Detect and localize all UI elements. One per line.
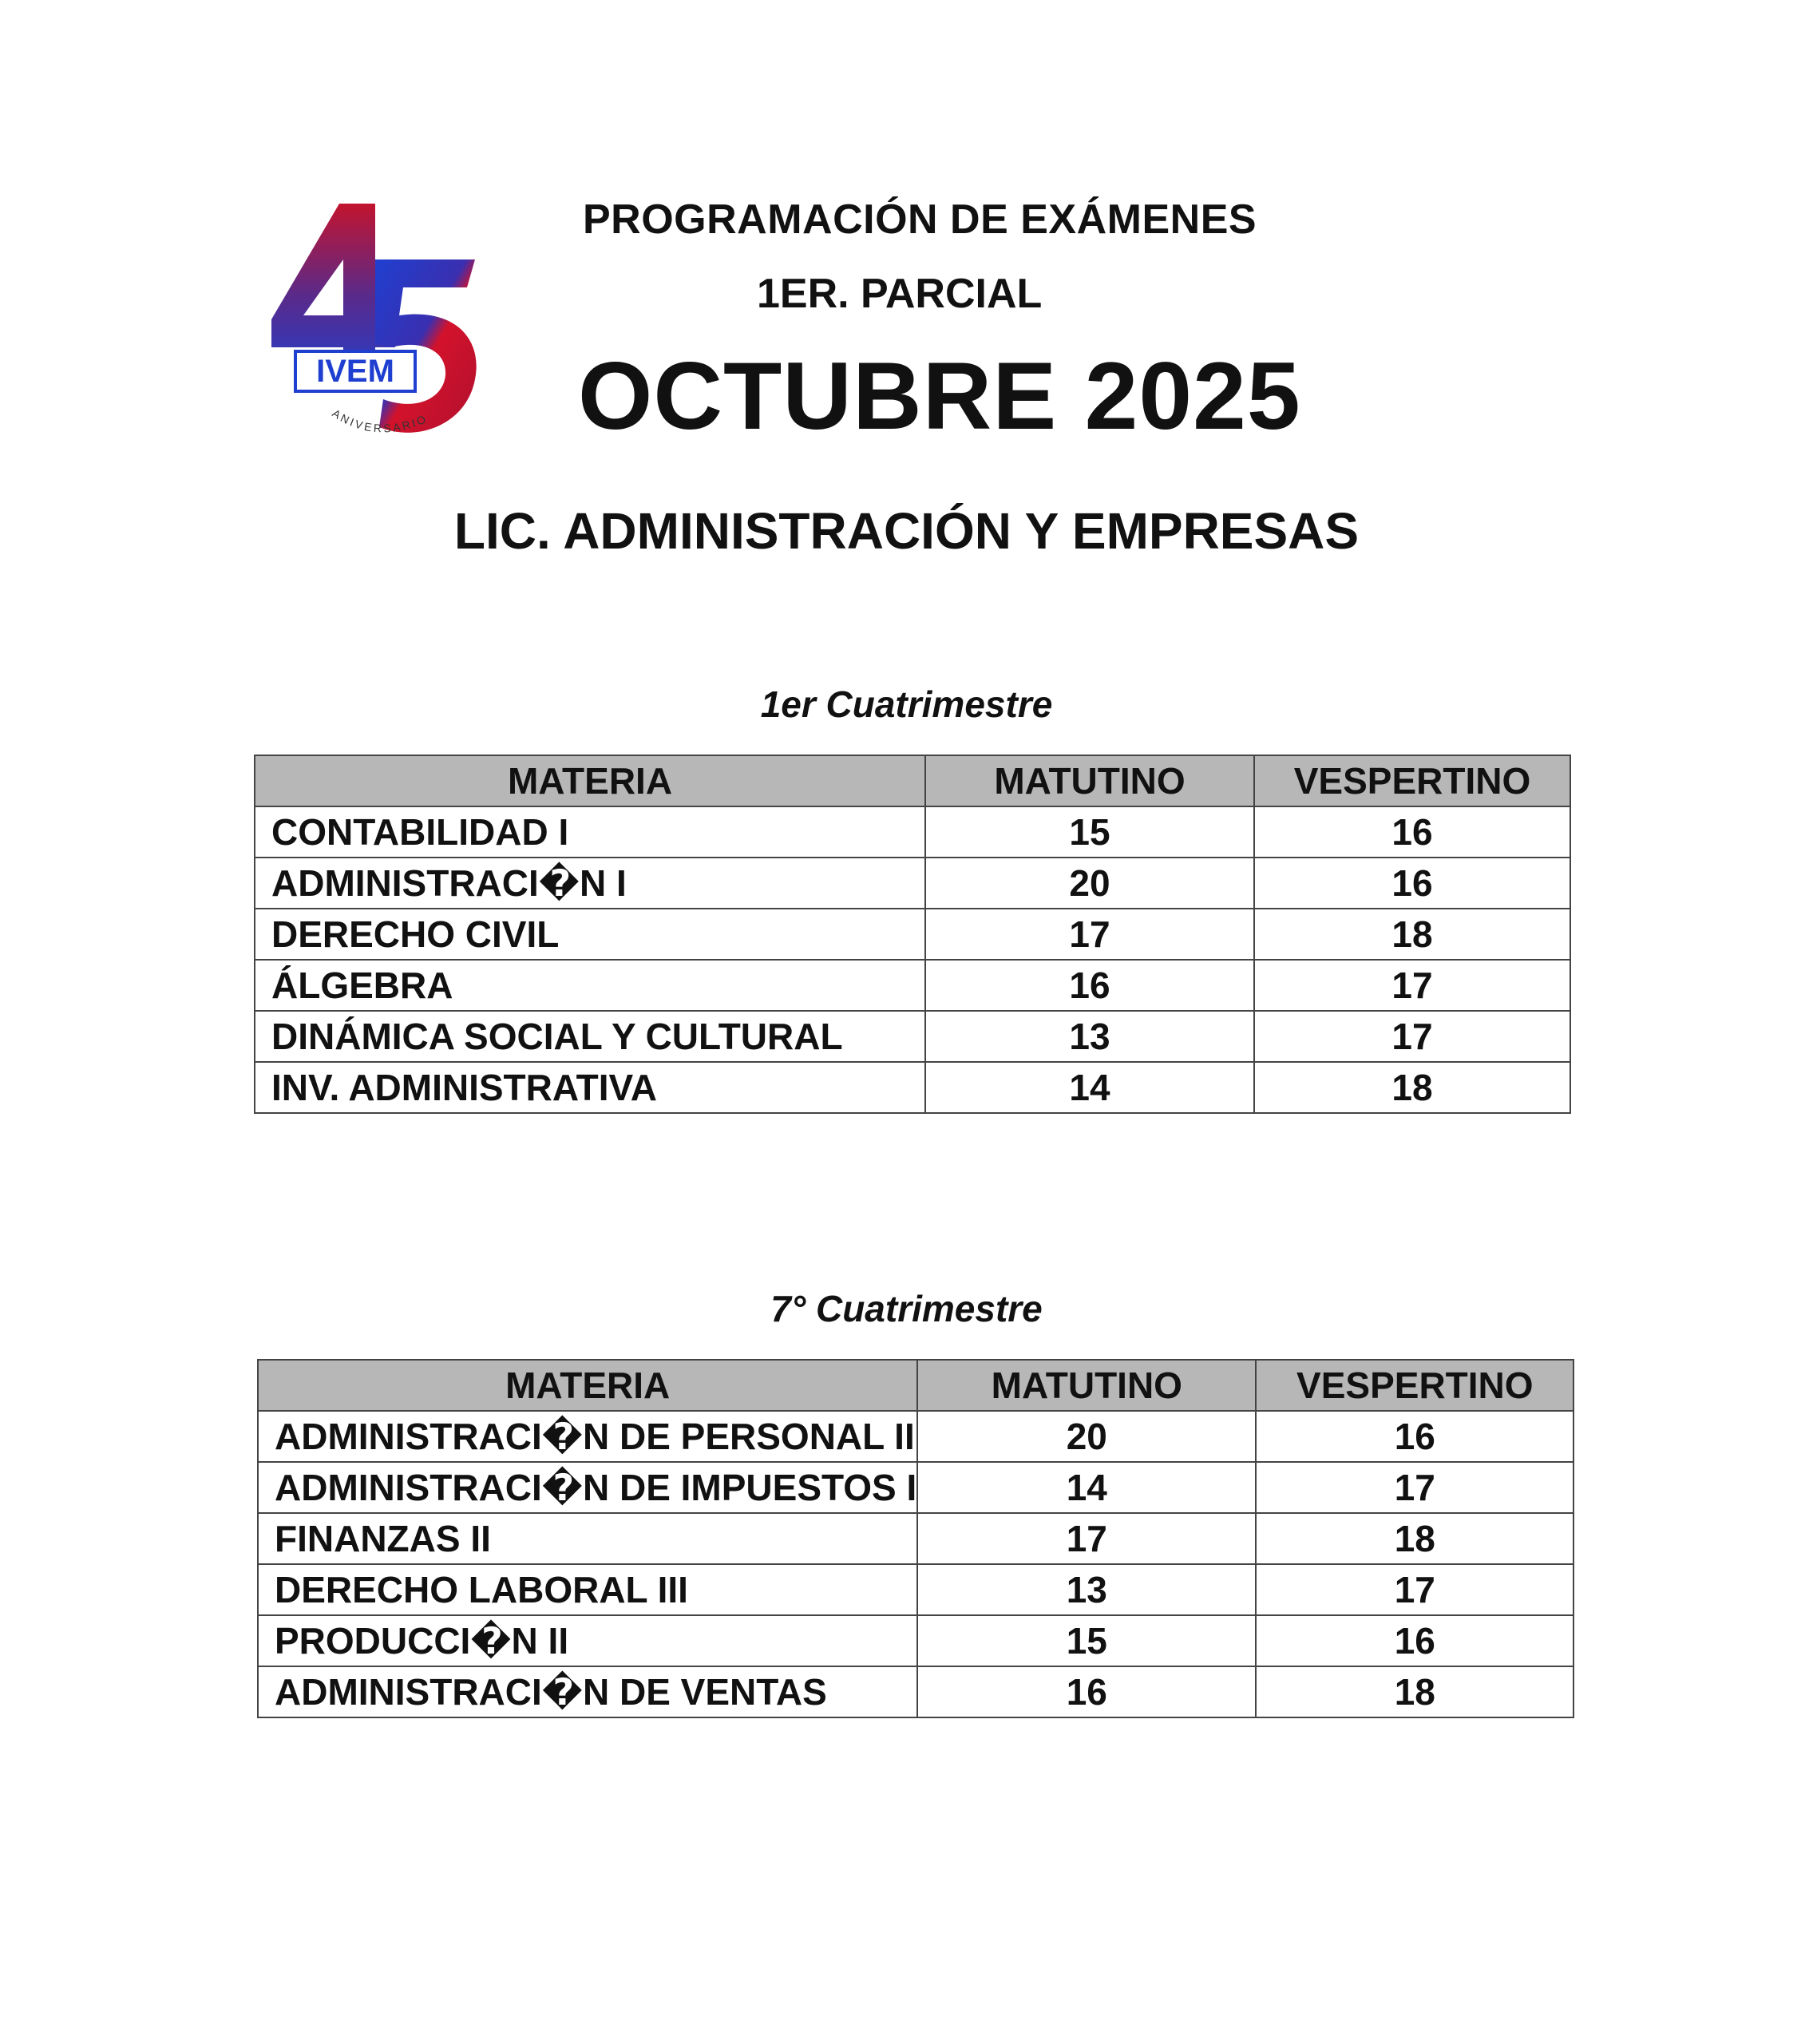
evening-cell: 18 bbox=[1254, 1062, 1570, 1113]
column-header-materia: MATERIA bbox=[255, 755, 925, 806]
subject-cell: FINANZAS II bbox=[258, 1513, 917, 1564]
subject-cell: DERECHO LABORAL III bbox=[258, 1564, 917, 1615]
morning-cell: 14 bbox=[925, 1062, 1254, 1113]
morning-cell: 16 bbox=[925, 960, 1254, 1011]
subject-cell: ADMINISTRACI�N DE VENTAS bbox=[258, 1666, 917, 1717]
schedule-table-1st bbox=[254, 755, 1571, 1114]
table-row bbox=[255, 1011, 1570, 1062]
subject-cell: ADMINISTRACI�N I bbox=[255, 858, 925, 909]
column-header-materia: MATERIA bbox=[258, 1360, 917, 1411]
evening-cell: 18 bbox=[1256, 1666, 1574, 1717]
table-row bbox=[258, 1564, 1574, 1615]
table-row bbox=[255, 909, 1570, 960]
column-header-vespertino: VESPERTINO bbox=[1254, 755, 1570, 806]
table-row bbox=[255, 960, 1570, 1011]
schedule-table-7th bbox=[257, 1359, 1574, 1718]
column-header-matutino: MATUTINO bbox=[925, 755, 1254, 806]
table-row bbox=[255, 1062, 1570, 1113]
table-row bbox=[258, 1666, 1574, 1717]
heading-partial: 1ER. PARCIAL bbox=[757, 271, 1043, 317]
morning-cell: 20 bbox=[917, 1411, 1256, 1462]
logo-caption: ANIVERSARIO bbox=[330, 406, 430, 435]
evening-cell: 17 bbox=[1254, 1011, 1570, 1062]
heading-exam-schedule: PROGRAMACIÓN DE EXÁMENES bbox=[583, 196, 1257, 243]
morning-cell: 17 bbox=[925, 909, 1254, 960]
table-row bbox=[255, 858, 1570, 909]
morning-cell: 15 bbox=[925, 806, 1254, 858]
morning-cell: 14 bbox=[917, 1462, 1256, 1513]
evening-cell: 18 bbox=[1256, 1513, 1574, 1564]
section-title-7th: 7° Cuatrimestre bbox=[770, 1288, 1043, 1329]
evening-cell: 18 bbox=[1254, 909, 1570, 960]
morning-cell: 17 bbox=[917, 1513, 1256, 1564]
table-row bbox=[258, 1411, 1574, 1462]
subject-cell: ADMINISTRACI�N DE PERSONAL II bbox=[258, 1411, 917, 1462]
column-header-vespertino: VESPERTINO bbox=[1256, 1360, 1574, 1411]
evening-cell: 17 bbox=[1256, 1462, 1574, 1513]
table-header-row bbox=[255, 755, 1570, 806]
table-row bbox=[255, 806, 1570, 858]
heading-program bbox=[0, 501, 1813, 561]
anniversary-logo bbox=[263, 196, 487, 451]
section-title-1st: 1er Cuatrimestre bbox=[760, 683, 1053, 725]
morning-cell: 16 bbox=[917, 1666, 1256, 1717]
morning-cell: 20 bbox=[925, 858, 1254, 909]
table-row bbox=[258, 1462, 1574, 1513]
subject-cell: ÁLGEBRA bbox=[255, 960, 925, 1011]
evening-cell: 16 bbox=[1256, 1615, 1574, 1666]
subject-cell: DERECHO CIVIL bbox=[255, 909, 925, 960]
heading-month: OCTUBRE 2025 bbox=[578, 343, 1301, 450]
evening-cell: 17 bbox=[1254, 960, 1570, 1011]
table-row bbox=[258, 1513, 1574, 1564]
evening-cell: 16 bbox=[1254, 858, 1570, 909]
program-name: LIC. ADMINISTRACIÓN Y EMPRESAS bbox=[453, 502, 1360, 560]
subject-cell: DINÁMICA SOCIAL Y CULTURAL bbox=[255, 1011, 925, 1062]
table-header-row bbox=[258, 1360, 1574, 1411]
evening-cell: 17 bbox=[1256, 1564, 1574, 1615]
logo-acronym: IVEM bbox=[316, 354, 394, 389]
subject-cell: ADMINISTRACI�N DE IMPUESTOS I bbox=[258, 1462, 917, 1513]
column-header-matutino: MATUTINO bbox=[917, 1360, 1256, 1411]
table-row bbox=[258, 1615, 1574, 1666]
morning-cell: 13 bbox=[917, 1564, 1256, 1615]
morning-cell: 13 bbox=[925, 1011, 1254, 1062]
subject-cell: CONTABILIDAD I bbox=[255, 806, 925, 858]
subject-cell: PRODUCCI�N II bbox=[258, 1615, 917, 1666]
evening-cell: 16 bbox=[1254, 806, 1570, 858]
evening-cell: 16 bbox=[1256, 1411, 1574, 1462]
morning-cell: 15 bbox=[917, 1615, 1256, 1666]
subject-cell: INV. ADMINISTRATIVA bbox=[255, 1062, 925, 1113]
logo-45-icon bbox=[263, 196, 487, 451]
